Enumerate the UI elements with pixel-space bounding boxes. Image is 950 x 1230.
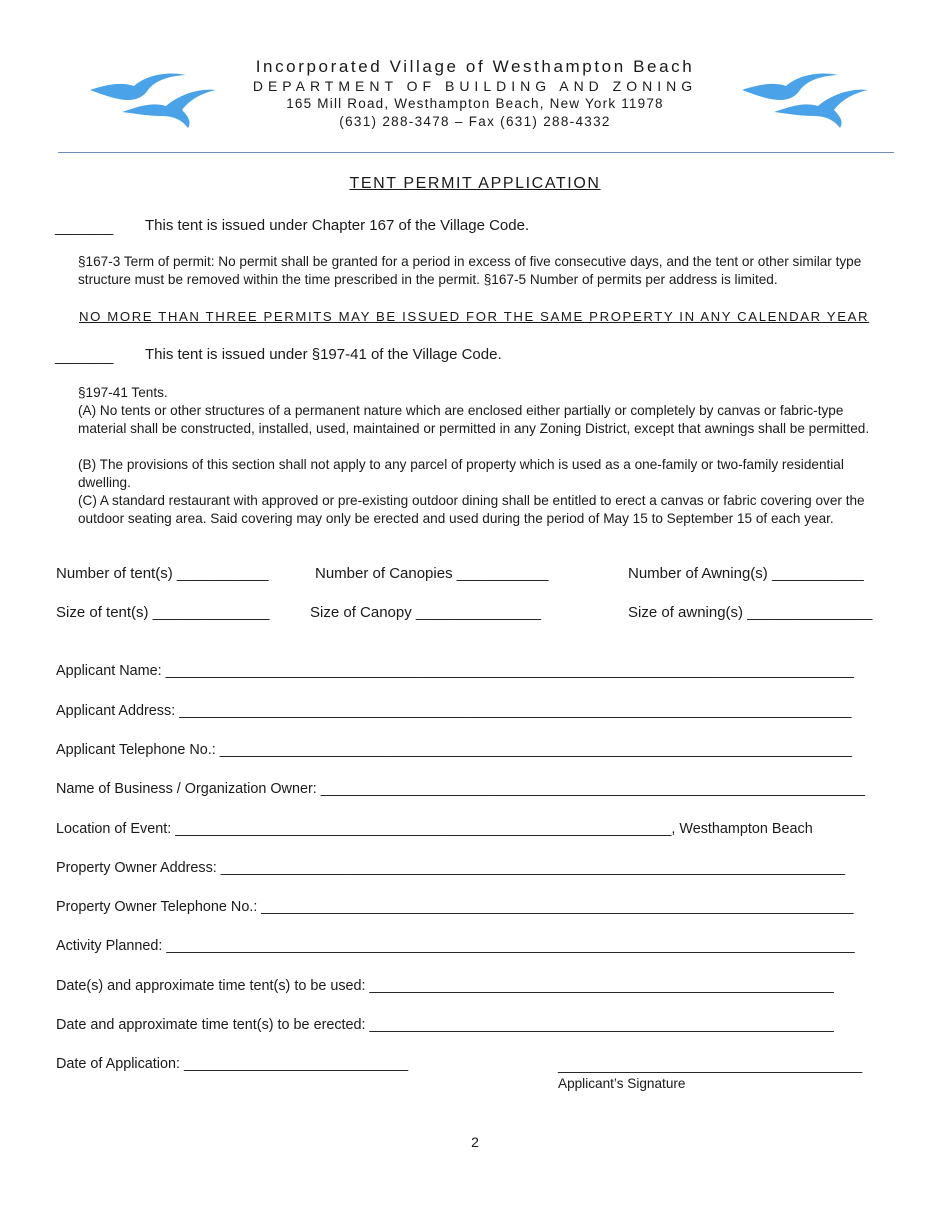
date-erected-field[interactable]: Date and approximate time tent(s) to be erected: __________________________________________________________ (56, 1017, 834, 1033)
section197-paragraph-a: (A) No tents or other structures of a permanent nature which are enclosed either partially or completely by canvas or fabric-type material shall be constructed, installed, used, maintained or permitted in any Zoning District, except that awnings shall be permitted. (78, 403, 870, 436)
page-title-text: TENT PERMIT APPLICATION (349, 175, 601, 192)
size-of-tents-field[interactable]: Size of tent(s) ______________ (56, 604, 270, 621)
size-of-canopy-field[interactable]: Size of Canopy _______________ (310, 604, 542, 621)
section197-paragraph-c: (C) A standard restaurant with approved or pre-existing outdoor dining shall be entitled to erect a canvas or fabric covering over the outdoor seating area. Said covering may only be erected and used during the period of May 15 to September 15 of each year. (78, 493, 865, 526)
chapter167-text: §167-3 Term of permit: No permit shall be granted for a period in excess of five consecutive days, and the tent or other similar type structure must be removed within the time prescribed in the permit. §167-5 Number of permits per address is limited. (78, 254, 862, 287)
village-name: Incorporated Village of Westhampton Beach (255, 57, 695, 76)
activity-planned-field[interactable]: Activity Planned: ______________________________________________________________________________________ (56, 938, 855, 954)
signature-label: Applicant’s Signature (558, 1076, 686, 1091)
property-owner-address-field[interactable]: Property Owner Address: ______________________________________________________________________________ (56, 860, 846, 876)
date-of-application-field[interactable]: Date of Application: ____________________________ (56, 1056, 409, 1072)
dates-used-field[interactable]: Date(s) and approximate time tent(s) to be used: __________________________________________________________ (56, 978, 834, 994)
section197-checkbox-blank[interactable]: _______ (55, 348, 114, 365)
applicant-address-field[interactable]: Applicant Address: ____________________________________________________________________________________ (56, 703, 852, 719)
applicant-name-field[interactable]: Applicant Name: ______________________________________________________________________________________ (56, 663, 854, 679)
number-of-tents-field[interactable]: Number of tent(s) ___________ (56, 565, 269, 582)
event-location-field[interactable]: Location of Event: ______________________________________________________________, Westhampton Beach (56, 821, 813, 837)
section197-paragraph-b: (B) The provisions of this section shall not apply to any parcel of property which is used as a one-family or two-family residential dwelling. (78, 457, 844, 490)
permit-limit-notice: NO MORE THAN THREE PERMITS MAY BE ISSUED FOR THE SAME PROPERTY IN ANY CALENDAR YEAR (79, 309, 870, 324)
department-name: DEPARTMENT OF BUILDING AND ZONING (252, 78, 698, 94)
size-of-awnings-field[interactable]: Size of awning(s) _______________ (628, 604, 873, 621)
page-title (0, 175, 950, 193)
number-of-awnings-field[interactable]: Number of Awning(s) ___________ (628, 565, 864, 582)
chapter167-checkbox-blank[interactable]: _______ (55, 219, 114, 236)
header-divider (58, 152, 894, 153)
seagull-logo-icon (88, 72, 223, 130)
business-owner-field[interactable]: Name of Business / Organization Owner: ____________________________________________________________________ (56, 781, 865, 797)
signature-line[interactable]: ______________________________________ (558, 1058, 863, 1074)
number-of-canopies-field[interactable]: Number of Canopies ___________ (315, 565, 549, 582)
section197-option-label: This tent is issued under §197-41 of the Village Code. (145, 346, 502, 363)
department-address: 165 Mill Road, Westhampton Beach, New York 11978 (286, 96, 664, 111)
property-owner-telephone-field[interactable]: Property Owner Telephone No.: __________________________________________________________________________ (56, 899, 854, 915)
department-phone: (631) 288-3478 – Fax (631) 288-4332 (339, 114, 611, 129)
page-number: 2 (471, 1134, 479, 1150)
seagull-logo-icon (740, 72, 875, 130)
section197-heading: §197-41 Tents. (78, 385, 168, 400)
applicant-telephone-field[interactable]: Applicant Telephone No.: _______________________________________________________________________________ (56, 742, 853, 758)
chapter167-option-label: This tent is issued under Chapter 167 of the Village Code. (145, 217, 530, 234)
